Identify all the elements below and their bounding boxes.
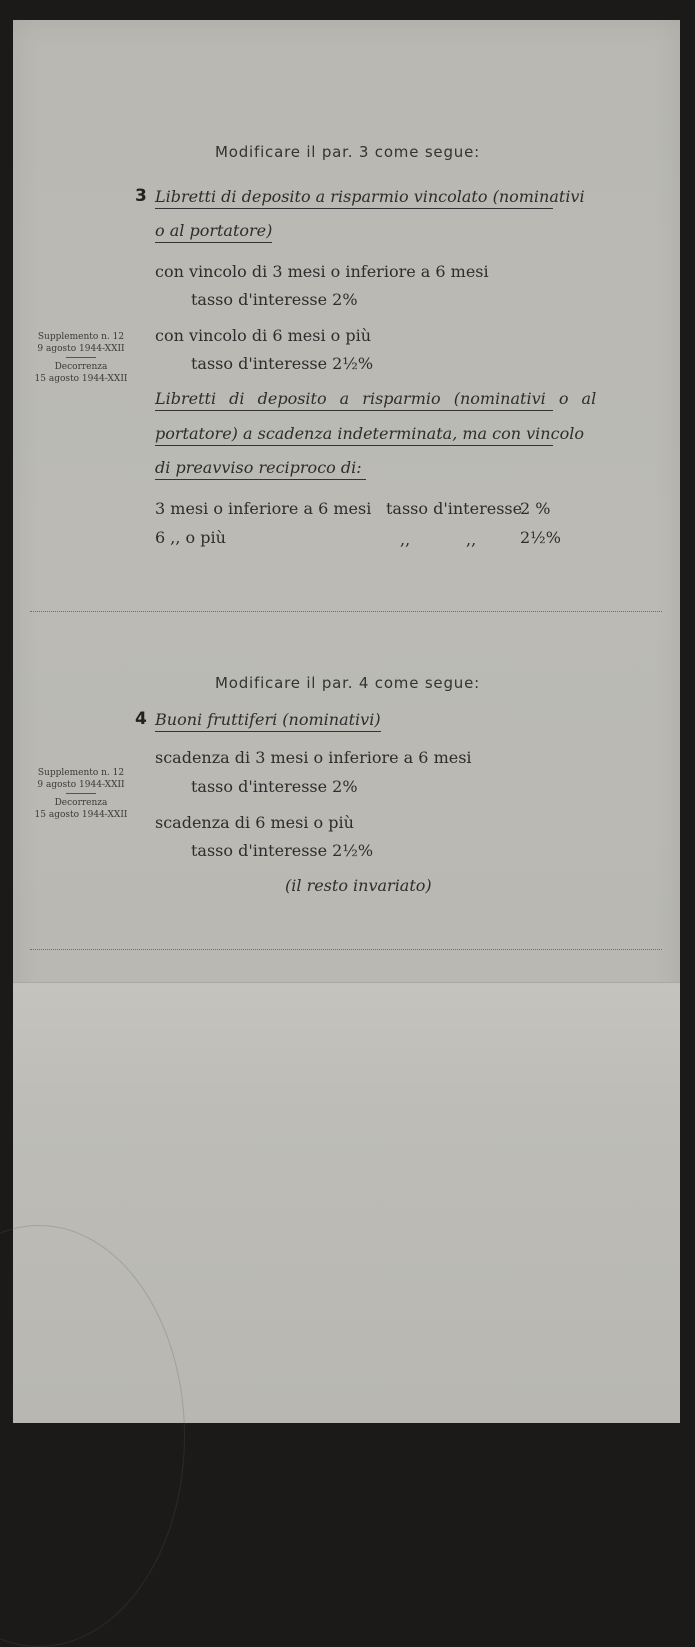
section3-title-line2: o al portatore) — [155, 221, 272, 240]
section3-item1-line2: tasso d'interesse 2% — [191, 290, 358, 309]
rate-row1-period: 3 mesi o inferiore a 6 mesi — [155, 499, 372, 518]
section4-title: Buoni fruttiferi (nominativi) — [155, 710, 381, 729]
sidenote-decorrenza-label: Decorrenza — [54, 362, 108, 372]
sidenote-divider — [66, 357, 96, 358]
section4-heading: Modificare il par. 4 come segue: — [215, 674, 480, 692]
sidenote-supplement: Supplemento n. 12 — [37, 768, 125, 778]
section4-item2-line2: tasso d'interesse 2½% — [191, 841, 374, 860]
sidenote-date: 9 agosto 1944-XXII — [37, 780, 125, 790]
rate-row1-value: 2 % — [520, 499, 551, 518]
dotted-separator — [30, 611, 662, 612]
rate-row2-ditto2: ,, — [466, 530, 477, 549]
sidenote-decorrenza-label: Decorrenza — [54, 798, 108, 808]
sidenote-divider — [66, 793, 96, 794]
section3-sub-line3: di preavviso reciproco di: — [155, 458, 366, 480]
rest-unchanged-note: (il resto invariato) — [285, 876, 432, 895]
section3-sub-line2: portatore) a scadenza indeterminata, ma con vincolo — [155, 424, 553, 446]
sidenote-decorrenza-date: 15 agosto 1944-XXII — [34, 810, 128, 820]
rate-row2-period: 6 ,, o più — [155, 528, 226, 547]
sidenote-decorrenza-date: 15 agosto 1944-XXII — [34, 374, 128, 384]
section3-number: 3 — [135, 186, 147, 206]
section3-item1-line1: con vincolo di 3 mesi o inferiore a 6 mesi — [155, 262, 489, 281]
rate-row1-label: tasso d'interesse — [386, 499, 523, 518]
section3-title-line1: Libretti di deposito a risparmio vincolato (nominativi — [155, 187, 553, 209]
section4-item2-line1: scadenza di 6 mesi o più — [155, 813, 354, 832]
rate-row2-value: 2½% — [520, 528, 561, 547]
section3-sub-line1: Libretti di deposito a risparmio (nominativi o al — [155, 389, 553, 411]
section3-sidenote — [28, 331, 134, 385]
section4-item1-line2: tasso d'interesse 2% — [191, 777, 358, 796]
section3-item2-line1: con vincolo di 6 mesi o più — [155, 326, 372, 345]
section3-heading: Modificare il par. 3 come segue: — [215, 143, 480, 161]
dotted-separator — [30, 949, 662, 950]
section4-number: 4 — [135, 709, 147, 729]
rate-row2-ditto1: ,, — [400, 530, 411, 549]
section4-item1-line1: scadenza di 3 mesi o inferiore a 6 mesi — [155, 748, 472, 767]
section4-sidenote — [28, 767, 134, 821]
sidenote-date: 9 agosto 1944-XXII — [37, 344, 125, 354]
sidenote-supplement: Supplemento n. 12 — [37, 332, 125, 342]
section3-item2-line2: tasso d'interesse 2½% — [191, 354, 374, 373]
